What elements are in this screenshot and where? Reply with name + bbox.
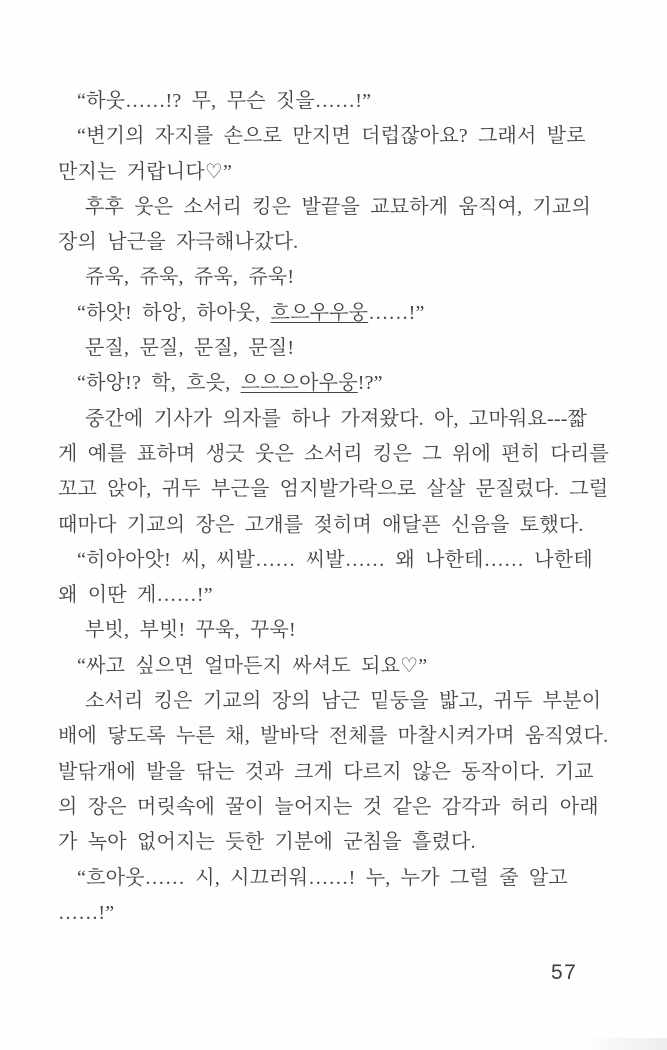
- text-segment: “하앙!? 학, 흐읏,: [77, 372, 241, 395]
- text-segment: “흐아웃…… 시, 시끄러워……! 누, 누가 그럴 줄 알고: [77, 866, 568, 889]
- text-line: [58, 649, 618, 684]
- text-segment: ……!”: [368, 301, 425, 324]
- text-line: [58, 155, 618, 190]
- text-block: [58, 84, 618, 931]
- text-line: [58, 896, 618, 931]
- text-segment: 쥬욱, 쥬욱, 쥬욱, 쥬욱!: [85, 266, 295, 289]
- text-line: [58, 296, 618, 331]
- text-segment: “하앗! 하앙, 하아웃,: [77, 301, 271, 324]
- text-segment: 게 예를 표하며 생긋 웃은 소서리 킹은 그 위에 편히 다리를: [58, 442, 609, 465]
- text-segment: 가 녹아 없어지는 듯한 기분에 군침을 흘렸다.: [58, 831, 476, 854]
- text-line: [58, 119, 618, 154]
- text-segment: 문질, 문질, 문질, 문질!: [85, 337, 295, 360]
- text-line: [58, 402, 618, 437]
- text-line: [58, 578, 618, 613]
- text-segment: ……!”: [58, 901, 115, 924]
- text-line: [58, 543, 618, 578]
- text-segment: 의 장은 머릿속에 꿀이 늘어지는 것 같은 감각과 허리 아래: [58, 795, 599, 818]
- text-segment: “히아아앗! 씨, 씨발…… 씨발…… 왜 나한테…… 나한테: [77, 548, 593, 571]
- underlined-text: 으으으아우웅: [240, 372, 358, 395]
- text-segment: 장의 남근을 자극해나갔다.: [58, 231, 299, 254]
- text-line: [58, 190, 618, 225]
- text-line: [58, 472, 618, 507]
- scan-edge-smudge: [582, 1038, 667, 1050]
- text-segment: 꼬고 앉아, 귀두 부근을 엄지발가락으로 살살 문질렀다. 그럴: [58, 478, 609, 501]
- text-segment: 발닦개에 발을 닦는 것과 크게 다르지 않은 동작이다. 기교: [58, 760, 594, 783]
- text-segment: 때마다 기교의 장은 고개를 젖히며 애달픈 신음을 토했다.: [58, 513, 584, 536]
- text-line: [58, 260, 618, 295]
- text-segment: 배에 닿도록 누른 채, 발바닥 전체를 마찰시켜가며 움직였다.: [58, 725, 609, 748]
- text-segment: 중간에 기사가 의자를 하나 가져왔다. 아, 고마워요---짧: [85, 407, 588, 430]
- text-line: [58, 84, 618, 119]
- text-segment: !?”: [357, 372, 383, 395]
- text-line: [58, 790, 618, 825]
- text-segment: 부빗, 부빗! 꾸욱, 꾸욱!: [85, 619, 296, 642]
- text-segment: 소서리 킹은 기교의 장의 남근 밑둥을 밟고, 귀두 부분이: [85, 690, 602, 713]
- text-line: [58, 437, 618, 472]
- text-line: [58, 508, 618, 543]
- text-line: [58, 331, 618, 366]
- text-segment: “싸고 싶으면 얼마든지 싸셔도 되요♡”: [77, 654, 428, 677]
- text-segment: “변기의 자지를 손으로 만지면 더럽잖아요? 그래서 발로: [77, 125, 586, 148]
- text-line: [58, 613, 618, 648]
- text-segment: 후후 웃은 소서리 킹은 발끝을 교묘하게 움직여, 기교의: [85, 195, 592, 218]
- underlined-text: 흐으우우웅: [270, 301, 369, 324]
- page-number: 57: [551, 961, 578, 984]
- text-segment: “하웃……!? 무, 무슨 짓을……!”: [77, 90, 372, 112]
- text-line: [58, 719, 618, 754]
- text-line: [58, 684, 618, 719]
- text-segment: 만지는 거랍니다♡”: [58, 160, 233, 183]
- text-line: [58, 225, 618, 260]
- text-line: [58, 755, 618, 790]
- text-line: [58, 366, 618, 401]
- text-segment: 왜 이딴 게……!”: [58, 584, 213, 607]
- text-line: [58, 825, 618, 860]
- text-line: [58, 861, 618, 896]
